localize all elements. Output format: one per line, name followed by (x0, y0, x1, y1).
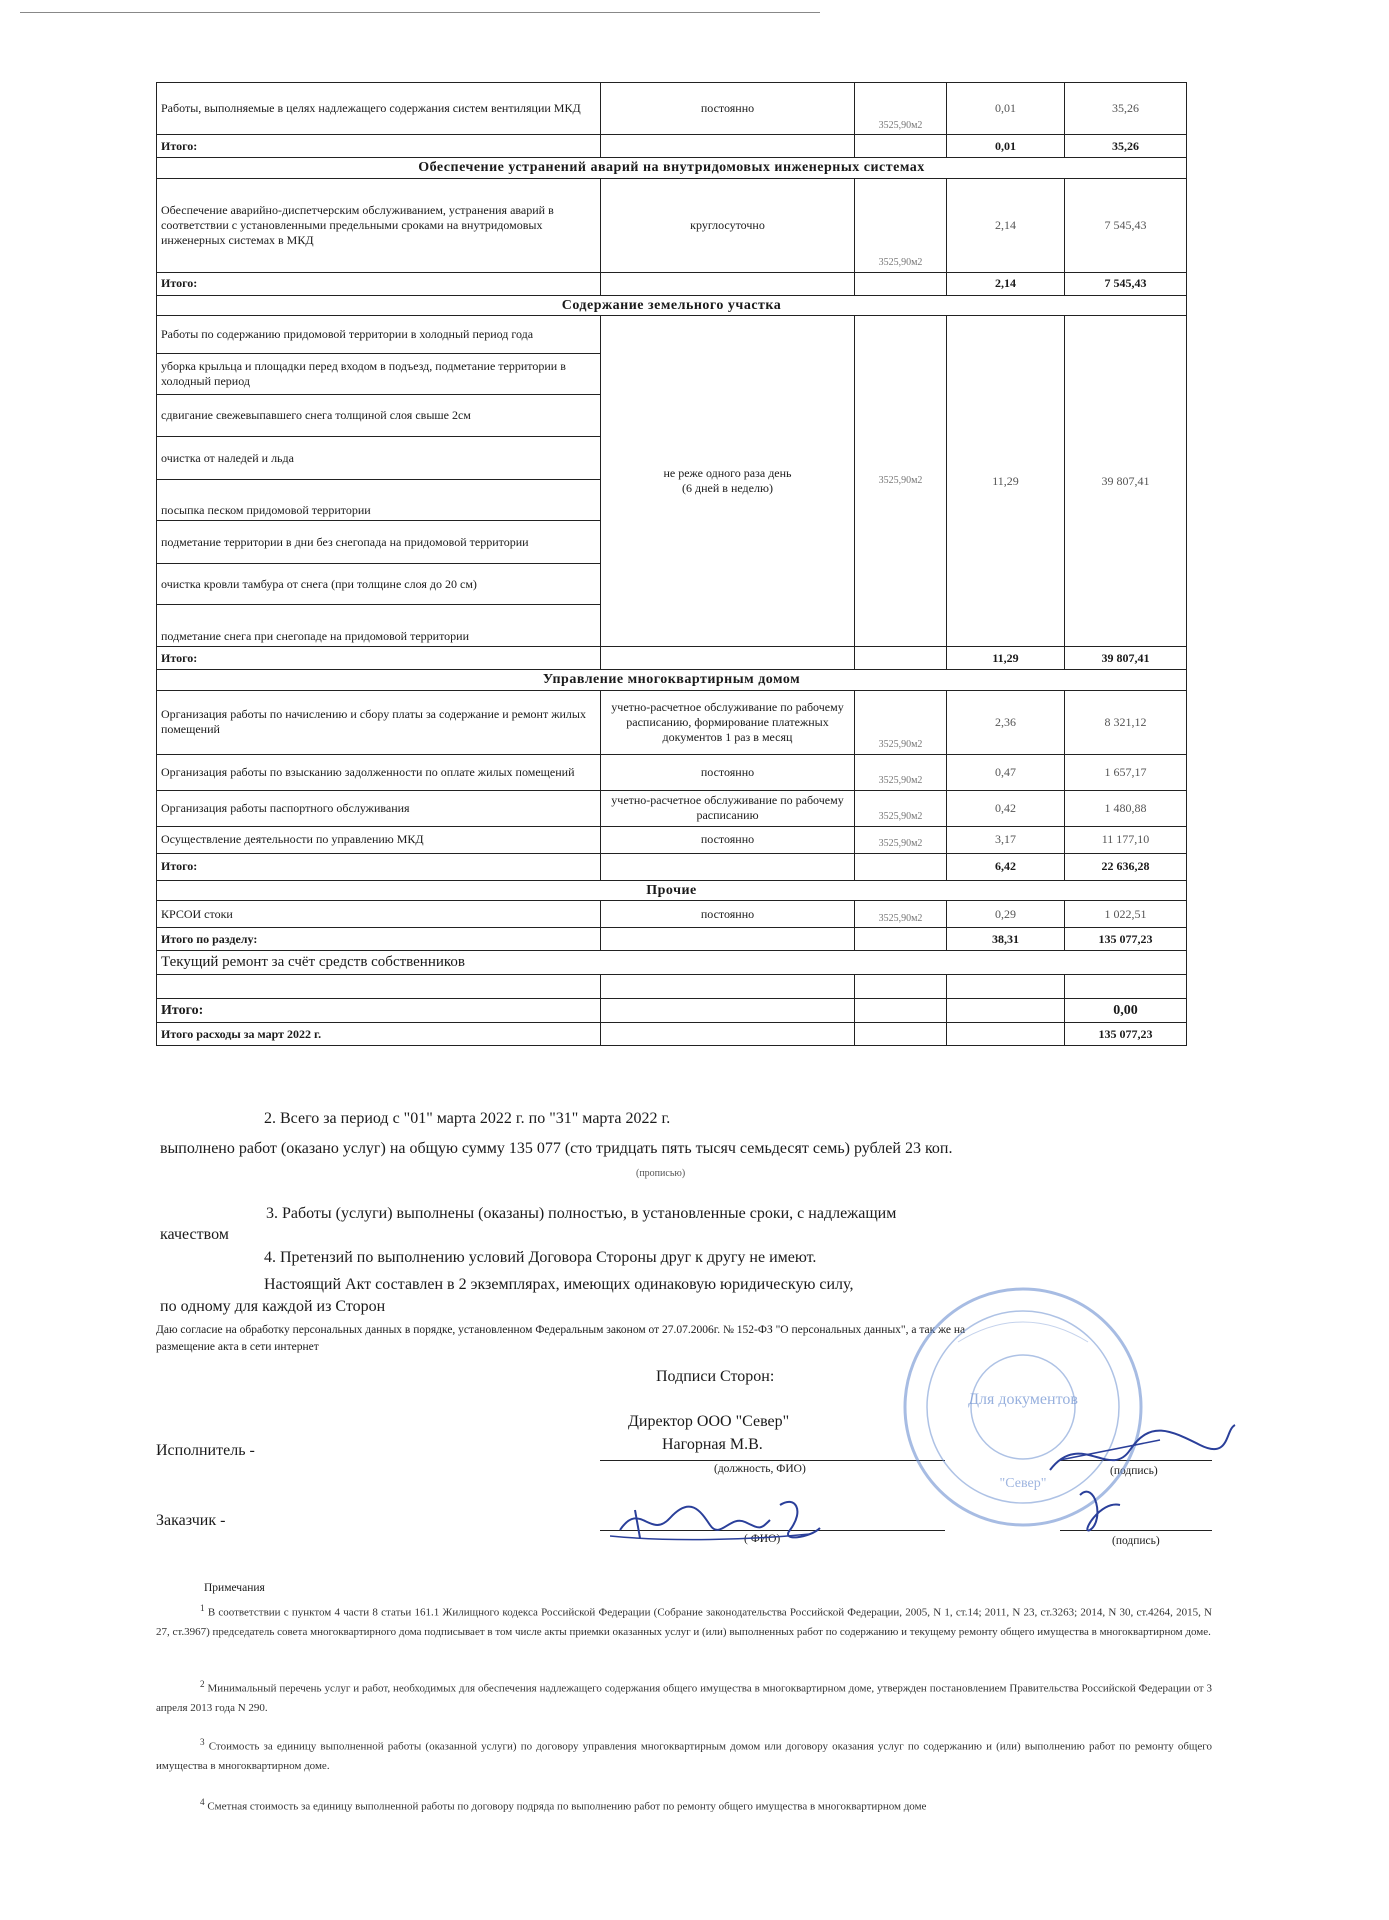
work-name: Осуществление деятельности по управлению МКД (157, 826, 601, 853)
note-2-text: Минимальный перечень услуг и работ, необходимых для обеспечения надлежащего содержания общего имущества в многоквартирном доме, утвержден постановлением Правительства Российской Федерации от 3 апреля 2013 года N 290. (156, 1682, 1212, 1714)
periodicity: учетно-расчетное обслуживание по рабочему расписанию (601, 790, 855, 826)
table-row (157, 826, 1187, 853)
paragraph-5: Настоящий Акт составлен в 2 экземплярах, имеющих одинаковую юридическую силу, (264, 1276, 854, 1293)
periodicity: круглосуточно (601, 178, 855, 272)
cost: 1 022,51 (1065, 901, 1187, 928)
table-row (157, 901, 1187, 928)
executor-handwritten-signature (1040, 1400, 1240, 1540)
current-repair-heading: Текущий ремонт за счёт средств собственников (157, 951, 1187, 975)
subtotal-label: Итого: (157, 853, 601, 880)
rate: 2,36 (947, 690, 1065, 754)
subtotal-rate: 6,42 (947, 853, 1065, 880)
paragraph-2-sum: выполнено работ (оказано услуг) на общую сумму 135 077 (сто тридцать пять тысяч семьдесят семь) рублей 23 коп. (160, 1140, 953, 1157)
area: 3525,90м2 (855, 178, 947, 272)
cost: 1 480,88 (1065, 790, 1187, 826)
subtotal-row (157, 135, 1187, 158)
cost: 35,26 (1065, 83, 1187, 135)
paragraph-3-cont: качеством (160, 1226, 229, 1243)
land-item: Работы по содержанию придомовой территории в холодный период года (157, 316, 601, 354)
periodicity: постоянно (601, 83, 855, 135)
work-name: КРСОИ стоки (157, 901, 601, 928)
work-name: Организация работы паспортного обслуживания (157, 790, 601, 826)
rate: 2,14 (947, 178, 1065, 272)
scan-top-line (20, 12, 820, 13)
repair-total-label: Итого: (157, 999, 601, 1023)
land-item: подметание снега при снегопаде на придомовой территории (157, 605, 601, 647)
works-table (156, 82, 1187, 1046)
rate: 0,29 (947, 901, 1065, 928)
paragraph-2: 2. Всего за период с "01" марта 2022 г. по "31" марта 2022 г. (264, 1110, 671, 1127)
note-4-text: Сметная стоимость за единицу выполненной работы по договору подряда по выполнению работ по ремонту общего имущества в многоквартирном доме (207, 1800, 927, 1813)
area: 3525,90м2 (855, 826, 947, 853)
note-1-text: В соответствии с пунктом 4 части 8 статьи 161.1 Жилищного кодекса Российской Федерации (Собрание законодательства Российской Федерации, 2005, N 1, ст.14; 2011, N 23, ст.3263; 2014, N 30, ст.4264, 2015, N 27, ст.3967) председатель совета многоквартирного дома подписывает в том числе акты приемки оказанных услуг и (или) выполненных работ по содержанию и текущему ремонту общего имущества в многоквартирном доме. (156, 1606, 1212, 1638)
work-name: Обеспечение аварийно-диспетчерским обслуживанием, устранения аварий в соответствии с установленными предельными сроками на внутридомовых инженерных системах в МКД (157, 178, 601, 272)
section-header-row (157, 158, 1187, 179)
section-title: Прочие (157, 880, 1187, 901)
paragraph-5-cont: по одному для каждой из Сторон (160, 1298, 386, 1315)
work-name: Работы, выполняемые в целях надлежащего содержания систем вентиляции МКД (157, 83, 601, 135)
executor-signature-caption: (подпись) (1110, 1465, 1158, 1477)
stamp-center-text: Для документов (968, 1391, 1078, 1408)
note-2 (156, 1676, 1212, 1718)
land-item: очистка кровли тамбура от снега (при толщине слоя до 20 см) (157, 564, 601, 605)
area: 3525,90м2 (855, 790, 947, 826)
rate: 0,01 (947, 83, 1065, 135)
subtotal-label: Итого: (157, 647, 601, 670)
section-total-rate: 38,31 (947, 928, 1065, 951)
table-row (157, 690, 1187, 754)
land-item: очистка от наледей и льда (157, 437, 601, 480)
subtotal-row (157, 272, 1187, 295)
customer-handwritten-signature (610, 1490, 830, 1550)
area: 3525,90м2 (855, 901, 947, 928)
stamp-company-text: "Север" (999, 1476, 1047, 1491)
consent-line-1: Даю согласие на обработку персональных данных в порядке, установленном Федеральным законом от 27.07.2006г. № 152-ФЗ "О персональных данных", а так же на (156, 1324, 966, 1336)
land-area: 3525,90м2 (855, 316, 947, 647)
subtotal-label: Итого: (157, 272, 601, 295)
grand-total-label: Итого расходы за март 2022 г. (157, 1023, 601, 1046)
subtotal-cost: 39 807,41 (1065, 647, 1187, 670)
subtotal-cost: 22 636,28 (1065, 853, 1187, 880)
table-row (157, 178, 1187, 272)
periodicity: постоянно (601, 826, 855, 853)
customer-label: Заказчик - (156, 1512, 226, 1529)
land-periodicity (601, 316, 855, 647)
subtotal-rate: 0,01 (947, 135, 1065, 158)
cost: 11 177,10 (1065, 826, 1187, 853)
section-header-row (157, 295, 1187, 316)
work-name: Организация работы по начислению и сбору платы за содержание и ремонт жилых помещений (157, 690, 601, 754)
work-name: Организация работы по взысканию задолженности по оплате жилых помещений (157, 754, 601, 790)
note-3-mark: 3 (200, 1737, 205, 1747)
consent-text (156, 1322, 965, 1355)
paragraph-3: 3. Работы (услуги) выполнены (оказаны) полностью, в установленные сроки, с надлежащим (266, 1205, 897, 1222)
land-item: сдвигание свежевыпавшего снега толщиной слоя свыше 2см (157, 395, 601, 437)
table-row (157, 83, 1187, 135)
land-item: уборка крыльца и площадки перед входом в подъезд, подметание территории в холодный период (157, 354, 601, 395)
subtotal-cost: 35,26 (1065, 135, 1187, 158)
note-1-mark: 1 (200, 1603, 205, 1613)
subtotal-rate: 2,14 (947, 272, 1065, 295)
table-row (157, 975, 1187, 999)
signatures-heading: Подписи Сторон: (656, 1368, 775, 1385)
section-title: Содержание земельного участка (157, 295, 1187, 316)
land-periodicity-line2: (6 дней в неделю) (682, 481, 773, 495)
table-row (157, 754, 1187, 790)
executor-name: Нагорная М.В. (662, 1436, 763, 1453)
land-periodicity-line1: не реже одного раза день (663, 466, 792, 480)
note-2-mark: 2 (200, 1679, 205, 1689)
repair-total-cost: 0,00 (1065, 999, 1187, 1023)
cost: 8 321,12 (1065, 690, 1187, 754)
subtotal-label: Итого: (157, 135, 601, 158)
note-3-text: Стоимость за единицу выполненной работы (оказанной услуги) по договору управления многоквартирным домом или договору оказания услуг по содержанию и (или) выполнению работ по ремонту общего имущества в многоквартирном доме. (156, 1740, 1213, 1772)
subtotal-rate: 11,29 (947, 647, 1065, 670)
table-row (157, 316, 1187, 354)
notes-title: Примечания (204, 1582, 265, 1594)
rate: 3,17 (947, 826, 1065, 853)
paragraph-4: 4. Претензий по выполнению условий Договора Стороны друг к другу не имеют. (264, 1249, 817, 1266)
land-item: подметание территории в дни без снегопада на придомовой территории (157, 521, 601, 564)
land-cost: 39 807,41 (1065, 316, 1187, 647)
note-1 (156, 1600, 1212, 1642)
land-item: посыпка песком придомовой территории (157, 480, 601, 521)
cost: 7 545,43 (1065, 178, 1187, 272)
consent-line-2: размещение акта в сети интернет (156, 1340, 319, 1353)
table-row (157, 790, 1187, 826)
area: 3525,90м2 (855, 754, 947, 790)
executor-position-line (600, 1460, 945, 1461)
executor-position-caption: (должность, ФИО) (714, 1463, 806, 1475)
subtotal-row (157, 647, 1187, 670)
repair-total-row (157, 999, 1187, 1023)
section-title: Управление многоквартирным домом (157, 670, 1187, 691)
area: 3525,90м2 (855, 83, 947, 135)
periodicity: учетно-расчетное обслуживание по рабочему расписанию, формирование платежных документов 1 раз в месяц (601, 690, 855, 754)
subtotal-cost: 7 545,43 (1065, 272, 1187, 295)
area: 3525,90м2 (855, 690, 947, 754)
section-total-row (157, 928, 1187, 951)
periodicity: постоянно (601, 901, 855, 928)
executor-position: Директор ООО "Север" (628, 1413, 790, 1430)
periodicity: постоянно (601, 754, 855, 790)
rate: 0,42 (947, 790, 1065, 826)
note-4 (156, 1794, 1212, 1817)
section-total-label: Итого по разделу: (157, 928, 601, 951)
note-3 (156, 1734, 1212, 1776)
executor-label: Исполнитель - (156, 1442, 255, 1459)
land-rate: 11,29 (947, 316, 1065, 647)
propisyu-caption: (прописью) (636, 1168, 686, 1179)
rate: 0,47 (947, 754, 1065, 790)
section-header-row (157, 880, 1187, 901)
grand-total-row (157, 1023, 1187, 1046)
subtotal-row (157, 853, 1187, 880)
section-title: Обеспечение устранений аварий на внутридомовых инженерных системах (157, 158, 1187, 179)
section-total-cost: 135 077,23 (1065, 928, 1187, 951)
section-header-row (157, 670, 1187, 691)
table-row (157, 951, 1187, 975)
note-4-mark: 4 (200, 1797, 205, 1807)
grand-total-cost: 135 077,23 (1065, 1023, 1187, 1046)
customer-signature-caption: (подпись) (1112, 1535, 1160, 1547)
cost: 1 657,17 (1065, 754, 1187, 790)
customer-fio-caption: ( ФИО) (744, 1533, 781, 1545)
